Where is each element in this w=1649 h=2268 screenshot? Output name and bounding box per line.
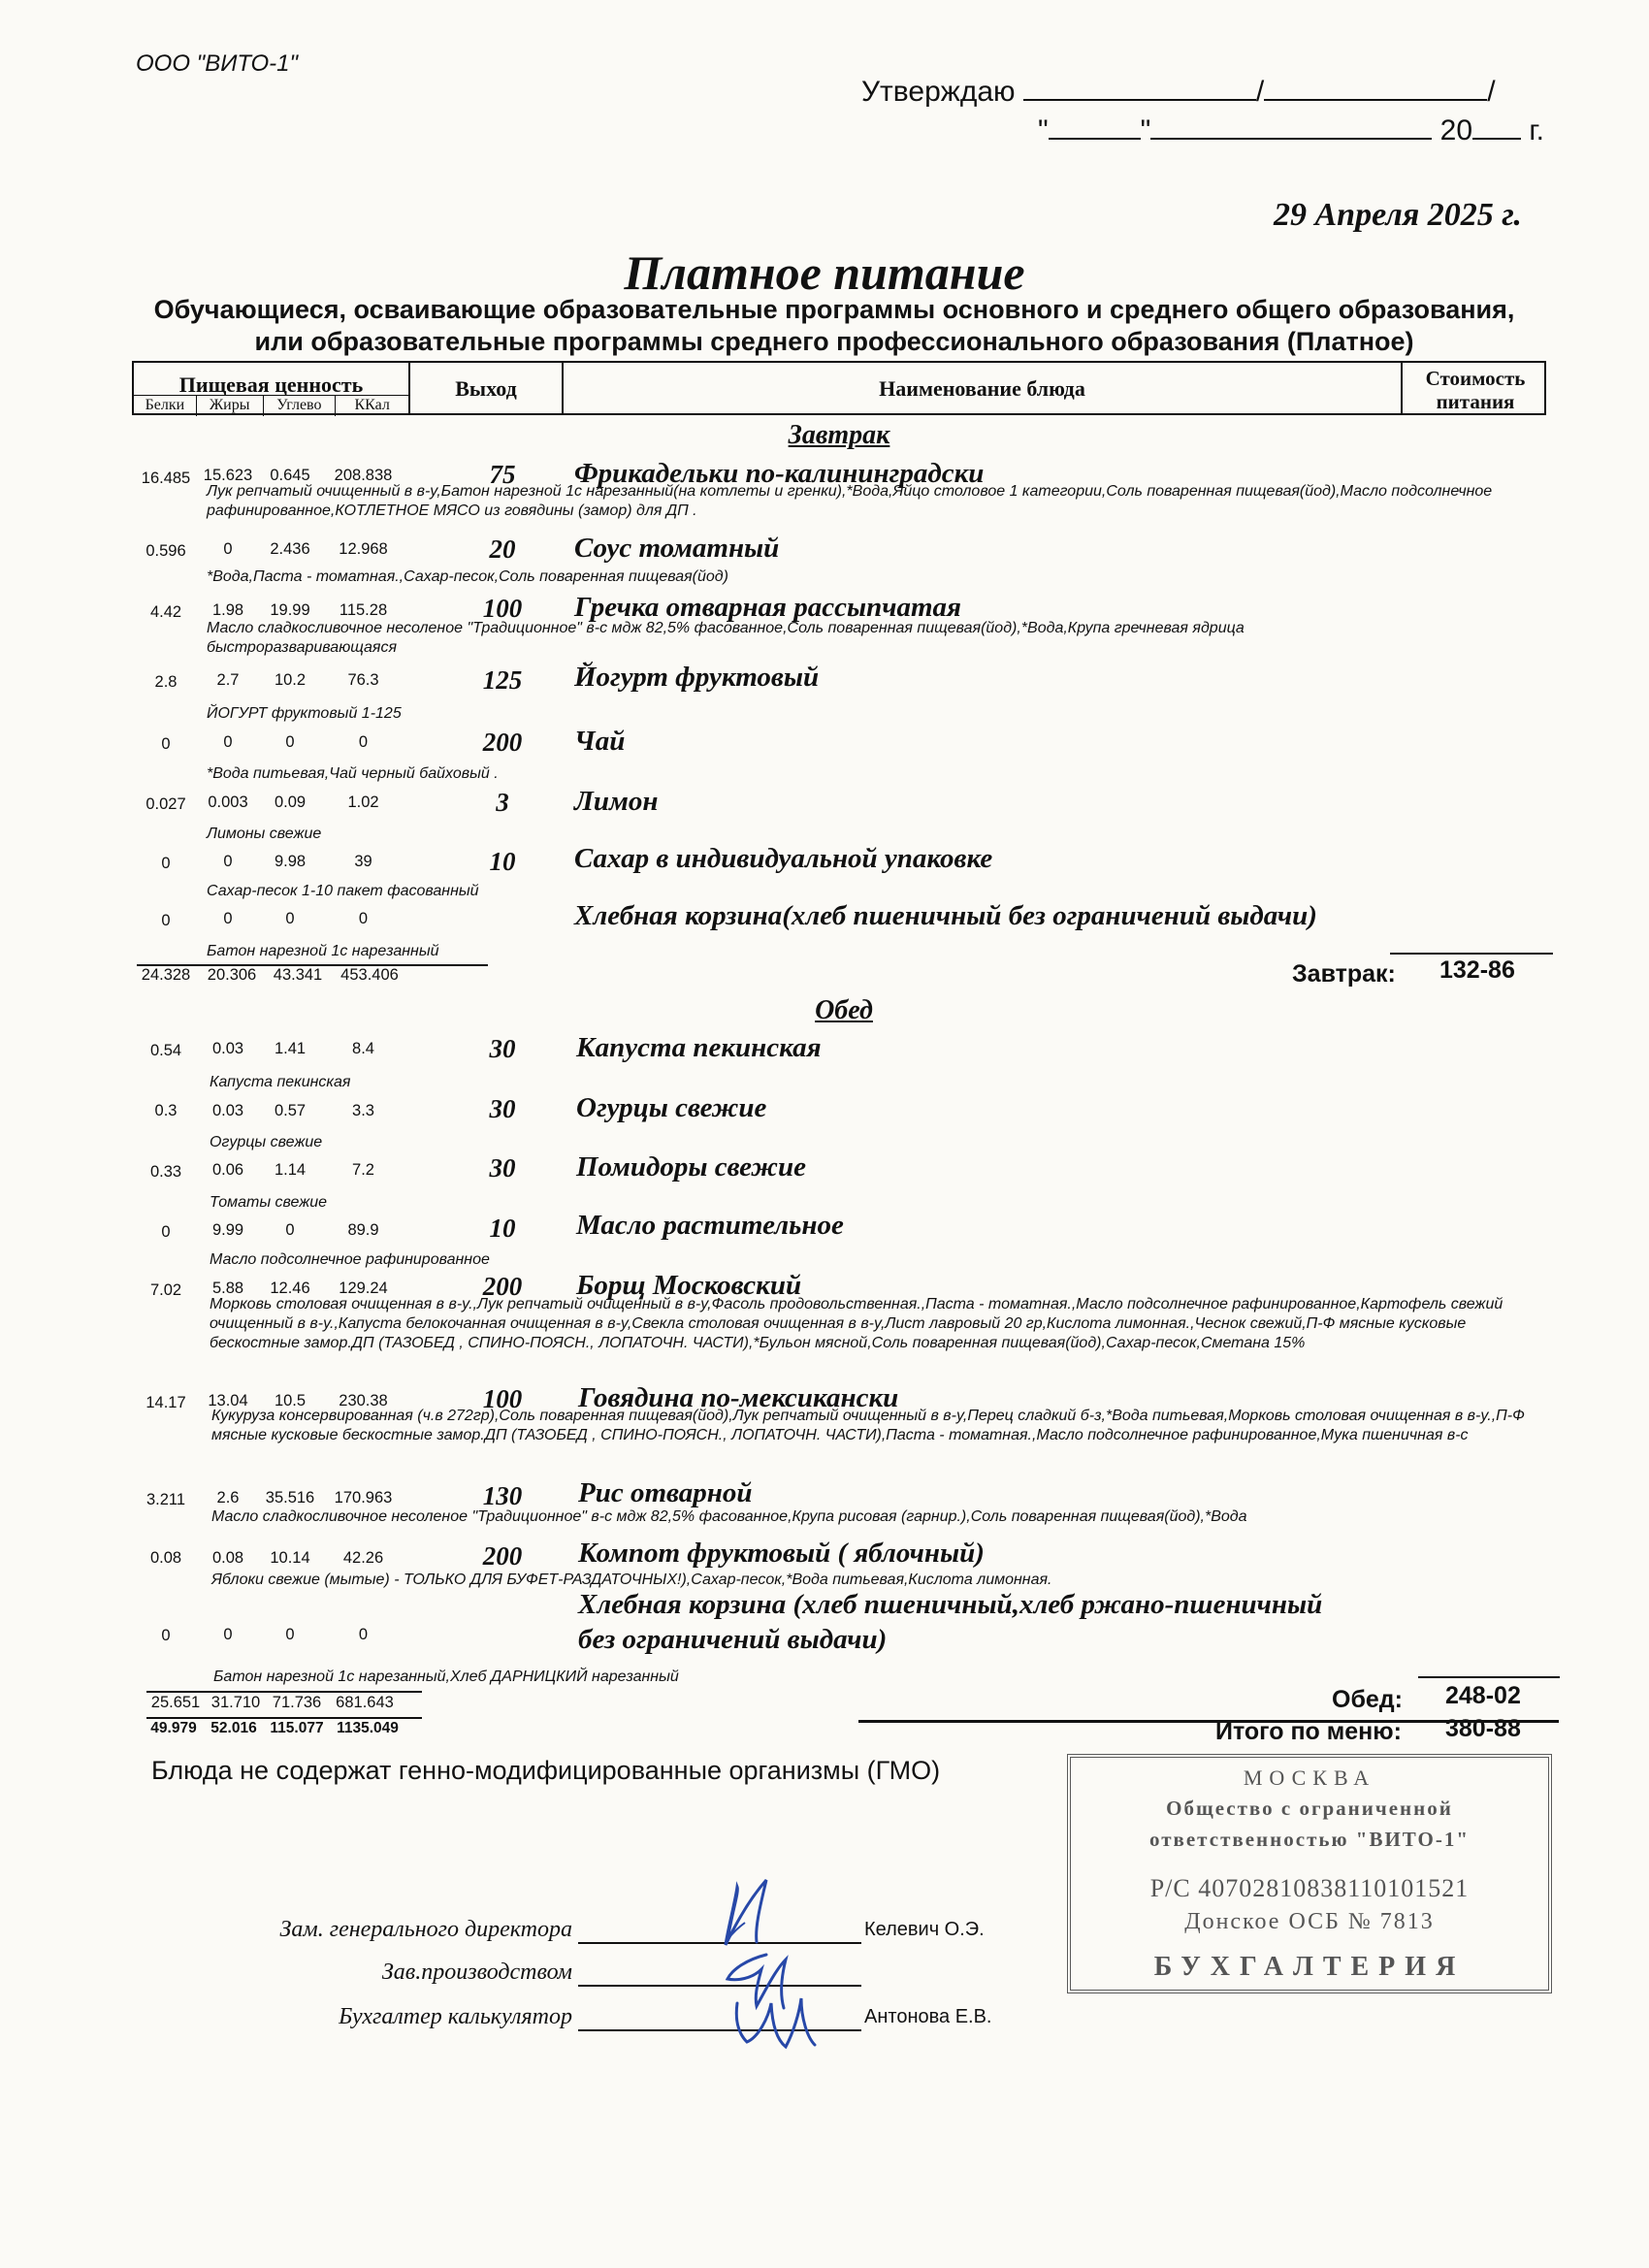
fats-value: 0 — [223, 733, 233, 751]
dish-name: Огурцы свежие — [576, 1092, 767, 1123]
lunch-totals-divider — [146, 1691, 422, 1693]
dish-name: Гречка отварная рассыпчатая — [574, 592, 961, 623]
yield-header: Выход — [410, 363, 564, 413]
carbs-value: 10.5 — [274, 1392, 307, 1409]
fats-value: 0.08 — [211, 1549, 244, 1567]
lunch-sum-value: 248-02 — [1445, 1682, 1521, 1709]
total-kcal: 453.406 — [340, 966, 399, 984]
yield-value: 200 — [482, 1541, 523, 1571]
grand-totals-divider — [146, 1717, 422, 1719]
document-subtitle: Обучающиеся, осваивающие образовательные программы основного и среднего общего образования, или образовательные программы среднего профессионального образования (Платное) — [153, 295, 1515, 356]
carbs-value: 0 — [285, 910, 295, 927]
organization-stamp — [1067, 1754, 1552, 1993]
lunch-sum-label: Обед: — [1332, 1686, 1403, 1713]
carbs-value: 0 — [285, 1221, 295, 1239]
kcal-value: 8.4 — [352, 1040, 374, 1057]
dish-ingredients: Масло сладкосливочное несоленое "Традиционное" в-с мдж 82,5% фасованное,Соль поваренная пищевая(йод),*Вода,Крупа гречневая ядрица быстроразваривающаяся — [207, 620, 1245, 656]
carbs-value: 0 — [285, 733, 295, 751]
dish-ingredients: Батон нарезной 1с нарезанный,Хлеб ДАРНИЦКИЙ нарезанный — [213, 1669, 679, 1685]
kcal-value: 0 — [358, 1626, 369, 1643]
dish-name: Чай — [574, 726, 626, 757]
dish-ingredients: Лук репчатый очищенный в в-у,Батон нарезной 1с нарезанный(на котлеты и гренки),*Вода,Яйцо столовое 1 категории,Соль поваренная пищевая(йод),Масло подсолнечное рафинированное,КОТЛЕТНОЕ МЯСО из говядины (замор) для ДП . — [207, 483, 1493, 519]
total-fats: 31.710 — [210, 1694, 261, 1711]
yield-value: 3 — [496, 788, 509, 817]
breakfast-sum-label: Завтрак: — [1292, 960, 1396, 988]
dish-ingredients: Томаты свежие — [210, 1194, 328, 1211]
dish-ingredients: Капуста пекинская — [210, 1074, 351, 1090]
fats-value: 0 — [223, 910, 233, 927]
kcal-value: 39 — [354, 853, 372, 870]
fats-value: 0.03 — [211, 1040, 244, 1057]
proteins-value: 0.3 — [154, 1102, 178, 1119]
dish-ingredients: Яблоки свежие (мытые) - ТОЛЬКО ДЛЯ БУФЕТ-РАЗДАТОЧНЫХ!),Сахар-песок,*Вода питьевая,Кислота лимонная. — [211, 1571, 1052, 1588]
document-date: 29 Апреля 2025 г. — [1274, 197, 1522, 233]
grand-total-carbs: 115.077 — [270, 1720, 324, 1736]
yield-value: 100 — [482, 594, 523, 623]
kcal-value: 3.3 — [352, 1102, 374, 1119]
fats-value: 9.99 — [211, 1221, 244, 1239]
carbs-value: 1.14 — [274, 1161, 307, 1179]
fats-header: Жиры — [197, 396, 264, 416]
approval-line — [861, 76, 1496, 109]
carbs-value: 0.645 — [270, 467, 310, 484]
stamp-department: БУХГАЛТЕРИЯ — [1153, 1952, 1466, 1982]
proteins-value: 0.54 — [149, 1042, 182, 1059]
signature-role: Зав.производством — [381, 1960, 572, 1985]
carbs-value: 1.41 — [274, 1040, 307, 1057]
carbs-value: 2.436 — [270, 540, 310, 558]
kcal-value: 42.26 — [342, 1549, 384, 1567]
dish-name: Рис отварной — [578, 1477, 753, 1508]
dish-name: Йогурт фруктовый — [574, 662, 820, 693]
proteins-value: 0 — [161, 1627, 171, 1644]
approval-name-blank — [1264, 76, 1487, 101]
dish-name-header: Наименование блюда — [564, 363, 1403, 413]
signature-role: Зам. генерального директора — [279, 1917, 572, 1942]
dish-name: Капуста пекинская — [576, 1032, 822, 1063]
dish-ingredients: Сахар-песок 1-10 пакет фасованный — [207, 883, 479, 899]
total-proteins: 24.328 — [141, 966, 191, 984]
kcal-value: 0 — [358, 910, 369, 927]
dish-ingredients: ЙОГУРТ фруктовый 1-125 — [207, 705, 402, 722]
breakfast-section-title: Завтрак — [788, 420, 890, 450]
carbs-value: 10.2 — [274, 671, 307, 689]
lunch-sum-line — [1418, 1676, 1560, 1678]
dish-ingredients: *Вода питьевая,Чай черный байховый . — [207, 765, 499, 782]
dish-ingredients: Лимоны свежие — [207, 826, 322, 842]
kcal-value: 7.2 — [352, 1161, 374, 1179]
yield-value: 30 — [489, 1094, 516, 1123]
proteins-value: 0 — [161, 735, 171, 753]
kcal-value: 0 — [358, 733, 369, 751]
menu-total-value: 380-88 — [1445, 1715, 1521, 1742]
fats-value: 2.6 — [216, 1489, 240, 1507]
proteins-value: 2.8 — [154, 673, 178, 691]
fats-value: 15.623 — [203, 467, 253, 484]
dish-name: Лимон — [574, 786, 659, 817]
total-proteins: 25.651 — [150, 1694, 201, 1711]
fats-value: 0 — [223, 540, 233, 558]
dish-name: Масло растительное — [576, 1210, 844, 1241]
total-kcal: 681.643 — [336, 1694, 394, 1711]
yield-value: 130 — [482, 1481, 523, 1510]
dish-ingredients: Батон нарезной 1с нарезанный — [207, 943, 439, 959]
cost-header: Стоимость питания — [1425, 367, 1526, 413]
kcal-value: 129.24 — [339, 1280, 388, 1297]
carbs-value: 0.09 — [274, 794, 307, 811]
carbs-value: 35.516 — [265, 1489, 315, 1507]
grand-total-proteins: 49.979 — [150, 1720, 197, 1736]
menu-total-label: Итого по меню: — [1215, 1718, 1402, 1745]
kcal-header: ККал — [354, 397, 390, 413]
proteins-value: 0 — [161, 912, 171, 929]
carbs-value: 10.14 — [270, 1549, 310, 1567]
yield-value: 75 — [489, 460, 516, 489]
dish-ingredients: Масло подсолнечное рафинированное — [210, 1251, 490, 1268]
dish-name: Хлебная корзина(хлеб пшеничный без ограничений выдачи) — [574, 900, 1317, 931]
fats-value: 5.88 — [211, 1280, 244, 1297]
yield-value: 10 — [489, 847, 516, 876]
proteins-header: Белки — [134, 396, 197, 416]
handwritten-signatures — [679, 1872, 902, 2057]
yield-value: 10 — [489, 1214, 516, 1243]
year-blank — [1472, 114, 1521, 140]
dish-name: Сахар в индивидуальной упаковке — [574, 843, 993, 874]
dish-name: Хлебная корзина (хлеб пшеничный,хлеб ржано-пшеничный — [578, 1589, 1323, 1620]
carbs-value: 0 — [285, 1626, 295, 1643]
nutrition-header-title: Пищевая ценность — [178, 373, 364, 397]
carbs-value: 0.57 — [274, 1102, 307, 1119]
proteins-value: 0 — [161, 1223, 171, 1241]
kcal-value: 76.3 — [347, 671, 379, 689]
fats-value: 2.7 — [216, 671, 240, 689]
dish-name: Помидоры свежие — [576, 1151, 806, 1183]
breakfast-sum-value: 132-86 — [1439, 956, 1515, 984]
proteins-value: 4.42 — [149, 603, 182, 621]
dish-name: Говядина по-мексикански — [578, 1382, 899, 1413]
yield-value: 200 — [482, 1272, 523, 1301]
dish-name-continued: без ограничений выдачи) — [578, 1624, 888, 1655]
kcal-value: 170.963 — [334, 1489, 393, 1507]
stamp-account: Р/С 40702810838110101521 — [1149, 1874, 1470, 1902]
dish-ingredients: Огурцы свежие — [210, 1134, 323, 1150]
proteins-value: 0.08 — [149, 1549, 182, 1567]
gmo-note: Блюда не содержат генно-модифицированные организмы (ГМО) — [151, 1756, 941, 1785]
stamp-city: МОСКВА — [1243, 1766, 1376, 1790]
yield-value: 30 — [489, 1034, 516, 1063]
dish-ingredients: Масло сладкосливочное несоленое "Традиционное" в-с мдж 82,5% фасованное,Крупа рисовая (гарнир.),Соль поваренная пищевая(йод),*Вода — [211, 1508, 1247, 1525]
approval-slash: / — [1255, 76, 1265, 108]
breakfast-sum-line — [1390, 953, 1553, 955]
carbs-header: Углево — [264, 396, 337, 416]
proteins-value: 7.02 — [149, 1281, 182, 1299]
fats-value: 0.003 — [208, 794, 248, 811]
signature-name: Антонова Е.В. — [864, 2006, 992, 2027]
fats-value: 0 — [223, 1626, 233, 1643]
kcal-value: 89.9 — [347, 1221, 379, 1239]
approval-date-line — [1038, 114, 1544, 147]
total-fats: 20.306 — [207, 966, 257, 984]
month-blank — [1150, 114, 1432, 140]
stamp-bank: Донское ОСБ № 7813 — [1184, 1909, 1435, 1934]
proteins-value: 0.596 — [146, 542, 186, 560]
year-prefix: 20 — [1439, 114, 1473, 146]
organization-name: ООО "ВИТО-1" — [136, 50, 299, 77]
stamp-org-line2: ответственностью "ВИТО-1" — [1148, 1828, 1471, 1851]
fats-value: 1.98 — [211, 601, 244, 619]
menu-table-header — [132, 361, 1546, 415]
proteins-value: 16.485 — [141, 470, 191, 487]
yield-value: 125 — [482, 665, 523, 695]
day-blank — [1049, 114, 1141, 140]
carbs-value: 19.99 — [270, 601, 310, 619]
proteins-value: 3.211 — [146, 1491, 186, 1508]
grand-total-fats: 52.016 — [210, 1720, 257, 1736]
kcal-value: 208.838 — [334, 467, 393, 484]
proteins-value: 14.17 — [146, 1394, 186, 1411]
yield-value: 30 — [489, 1153, 516, 1183]
kcal-value: 12.968 — [339, 540, 388, 558]
dish-ingredients: Морковь столовая очищенная в в-у.,Лук репчатый очищенный в в-у,Фасоль продовольственная.,Паста - томатная.,Масло подсолнечное рафинированное,Картофель свежий очищенный в в-у.,Капуста белокочанная очищенная в в-у,Свекла столовая очищенная в в-у,Лист лавровый 20 гр,Кислота лимонная.,Чеснок свежий,П-Ф мясные кусковые бескостные замор.ДП (ТАЗОБЕД , СПИНО-ПОЯСН., ЛОПАТОЧН. ЧАСТИ),*Бульон мясной,Соль поваренная пищевая(йод),Сахар-песок,Сметана 15% — [210, 1296, 1504, 1351]
fats-value: 0.03 — [211, 1102, 244, 1119]
quote-open: " — [1038, 114, 1049, 146]
approval-label: Утверждаю — [861, 76, 1016, 108]
nutrition-header — [134, 363, 410, 413]
kcal-value: 230.38 — [339, 1392, 388, 1409]
stamp-org-line1: Общество с ограниченной — [1166, 1797, 1453, 1820]
fats-value: 0 — [223, 853, 233, 870]
dish-name: Фрикадельки по-калининградски — [574, 458, 985, 489]
carbs-value: 9.98 — [274, 853, 307, 870]
dish-name: Соус томатный — [574, 533, 780, 564]
fats-value: 0.06 — [211, 1161, 244, 1179]
year-suffix: г. — [1529, 114, 1544, 146]
signature-role: Бухгалтер калькулятор — [339, 2004, 572, 2029]
grand-total-kcal: 1135.049 — [337, 1720, 399, 1736]
proteins-value: 0.027 — [146, 795, 186, 813]
approval-signature-blank — [1023, 76, 1256, 101]
fats-value: 13.04 — [208, 1392, 248, 1409]
yield-value: 20 — [489, 535, 516, 564]
yield-value: 200 — [482, 728, 523, 757]
document-title: Платное питание — [624, 245, 1025, 300]
approval-slash-end: / — [1487, 76, 1496, 108]
total-carbs: 43.341 — [273, 966, 323, 984]
quote-close: " — [1140, 114, 1151, 146]
lunch-section-title: Обед — [815, 995, 873, 1025]
proteins-value: 0.33 — [149, 1163, 182, 1181]
dish-name: Компот фруктовый ( яблочный) — [578, 1538, 985, 1569]
kcal-value: 115.28 — [339, 601, 388, 619]
dish-name: Борщ Московский — [576, 1270, 802, 1301]
dish-ingredients: *Вода,Паста - томатная.,Сахар-песок,Соль поваренная пищевая(йод) — [207, 568, 728, 585]
carbs-value: 12.46 — [270, 1280, 310, 1297]
yield-value: 100 — [482, 1384, 523, 1413]
signature-name: Келевич О.Э. — [864, 1919, 985, 1940]
dish-ingredients: Кукуруза консервированная (ч.в 272гр),Соль поваренная пищевая(йод),Лук репчатый очищенный в в-у,Перец сладкий б-з,*Вода питьевая,Морковь столовая очищенная в в-у.,П-Ф мясные кусковые бескостные замор.ДП (ТАЗОБЕД , СПИНО-ПОЯСН., ЛОПАТОЧН. ЧАСТИ),Паста - томатная.,Масло подсолнечное рафинированное,Мука пшеничная в-с — [211, 1408, 1525, 1443]
proteins-value: 0 — [161, 855, 171, 872]
nutrition-subheaders — [134, 395, 408, 416]
total-carbs: 71.736 — [272, 1694, 322, 1711]
kcal-value: 1.02 — [347, 794, 379, 811]
